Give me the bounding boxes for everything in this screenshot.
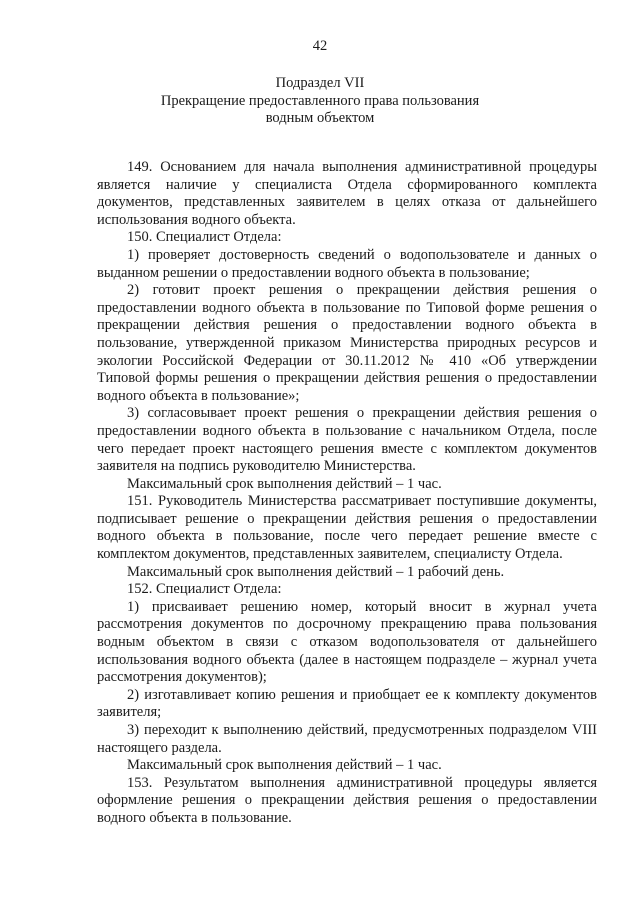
subsection-title: Подраздел VII xyxy=(275,75,365,91)
paragraph-149: 149. Основанием для начала выполнения административной процедуры является наличие у специалиста Отдела сформированного комплекта документов, представленных заявителем в целях отказа от дальнейшего использования водного объекта. xyxy=(97,159,597,228)
paragraph-152-item-2: 2) изготавливает копию решения и приобщает ее к комплекту документов заявителя; xyxy=(97,686,597,721)
paragraph-152-item-1: 1) присваивает решению номер, который вносит в журнал учета рассмотрения документов по досрочному прекращению права пользования водным объектом в связи с отказом водопользователя от дальнейшего использования водного объекта (далее в настоящем подразделе – журнал учета рассмотрения документов); xyxy=(97,598,597,686)
section-heading xyxy=(0,75,640,128)
time-limit-151: Максимальный срок выполнения действий – 1 рабочий день. xyxy=(127,563,505,580)
paragraph-152: 152. Специалист Отдела: xyxy=(127,581,282,598)
paragraph-151: 151. Руководитель Министерства рассматривает поступившие документы, подписывает решение о прекращении действия решения о предоставлении водного объекта в пользование, после чего передает решение вместе с комплектом документов, представленных заявителем, специалисту Отдела. xyxy=(97,493,597,563)
document-body xyxy=(97,159,597,828)
paragraph-150: 150. Специалист Отдела: xyxy=(127,229,282,246)
paragraph-152-item-3: 3) переходит к выполнению действий, предусмотренных подразделом VIII настоящего раздела. xyxy=(97,722,597,756)
time-limit-152: Максимальный срок выполнения действий – 1 час. xyxy=(127,757,442,774)
section-title-line-1: Прекращение предоставленного права пользования xyxy=(160,92,480,109)
section-title-line-2: водным объектом xyxy=(265,110,375,126)
time-limit-150: Максимальный срок выполнения действий – 1 час. xyxy=(127,475,442,492)
page-number: 42 xyxy=(312,38,328,54)
paragraph-150-item-3: 3) согласовывает проект решения о прекращении действия решения о предоставлении водного объекта в пользование с начальником Отдела, после чего передает проект настоящего решения вместе с комплектом документов заявителя на подпись руководителю Министерства. xyxy=(97,405,597,475)
paragraph-150-item-2: 2) готовит проект решения о прекращении действия решения о предоставлении водного объекта в пользование по Типовой форме решения о прекращении действия решения о предоставлении водного объекта в пользование, утвержденной приказом Министерства природных ресурсов и экологии Российской Федерации от 30.11.2012 № 410 «Об утверждении Типовой формы решения о прекращении действия решения о предоставлении водного объекта в пользование»; xyxy=(97,282,597,404)
paragraph-153: 153. Результатом выполнения административной процедуры является оформление решения о прекращении действия решения о предоставлении водного объекта в пользование. xyxy=(97,774,597,826)
paragraph-150-item-1: 1) проверяет достоверность сведений о водопользователе и данных о выданном решении о предоставлении водного объекта в пользование; xyxy=(97,246,597,281)
